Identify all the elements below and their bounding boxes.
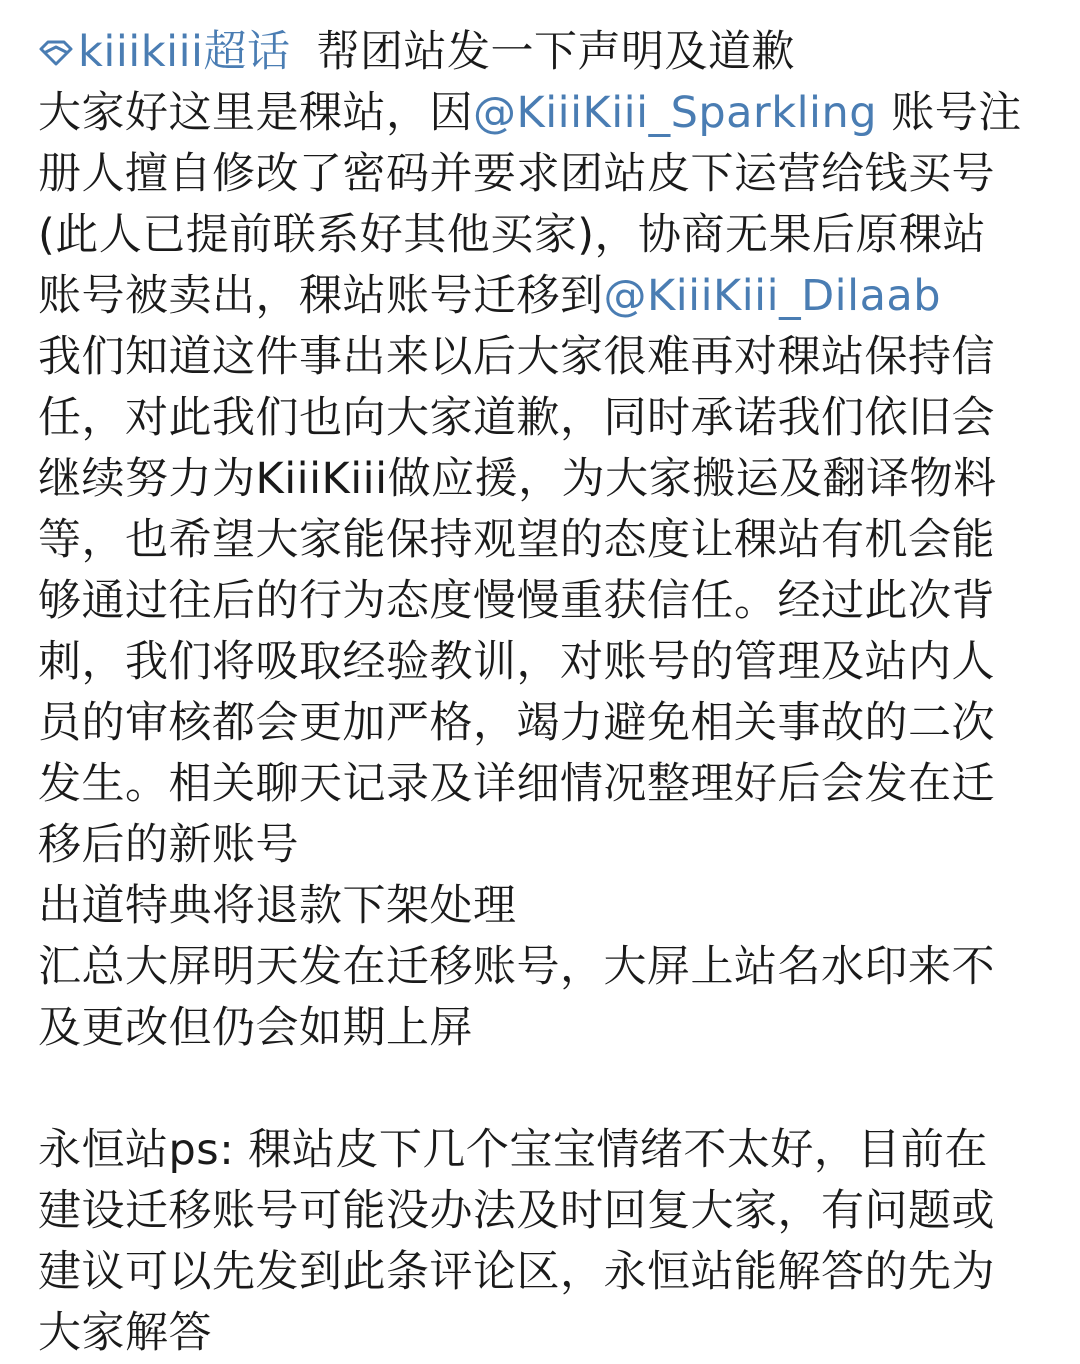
super-topic-link[interactable] <box>38 27 290 77</box>
post-text-line: 建设迁移账号可能没办法及时回复大家，有问题或 <box>38 1186 995 1236</box>
post-title: 帮团站发一下声明及道歉 <box>316 27 795 77</box>
post-text-line <box>38 266 1038 327</box>
post-content <box>38 83 1038 1364</box>
post-text-line: (此人已提前联系好其他买家)，协商无果后原稞站 <box>38 210 987 260</box>
post-text-line: 刺，我们将吸取经验教训，对账号的管理及站内人 <box>38 637 995 687</box>
post-text-line: 出道特典将退款下架处理 <box>38 881 517 931</box>
post-text-line: 永恒站ps: 稞站皮下几个宝宝情绪不太好，目前在 <box>38 1125 988 1175</box>
post-header <box>38 22 1038 83</box>
blank-line <box>38 1059 1038 1120</box>
post-text-segment: 账号被卖出，稞站账号迁移到 <box>38 271 604 321</box>
post-text-line: 建议可以先发到此条评论区，永恒站能解答的先为 <box>38 1247 995 1297</box>
post-text-line: 汇总大屏明天发在迁移账号，大屏上站名水印来不 <box>38 942 995 992</box>
post-text-line: 发生。相关聊天记录及详细情况整理好后会发在迁 <box>38 759 995 809</box>
post-text-line: 任，对此我们也向大家道歉，同时承诺我们依旧会 <box>38 393 995 443</box>
post-text-line: 大家解答 <box>38 1308 212 1358</box>
post-text-line: 册人擅自修改了密码并要求团站皮下运营给钱买号 <box>38 149 995 199</box>
post-text-line: 及更改但仍会如期上屏 <box>38 1003 473 1053</box>
post-text-segment: 大家好这里是稞站，因 <box>38 88 473 138</box>
post-text-line <box>38 83 1038 144</box>
post-text-line: 够通过往后的行为态度慢慢重获信任。经过此次背 <box>38 576 995 626</box>
post-text-segment: 账号注 <box>877 88 1022 138</box>
post-body <box>38 22 1038 1364</box>
mention-link[interactable]: @KiiiKiii_Dilaab <box>603 271 942 321</box>
super-topic-label: kiiikiii超话 <box>78 27 291 77</box>
post-text-line: 我们知道这件事出来以后大家很难再对稞站保持信 <box>38 332 995 382</box>
post-text-line: 员的审核都会更加严格，竭力避免相关事故的二次 <box>38 698 995 748</box>
post-text-line: 移后的新账号 <box>38 820 299 870</box>
post-text-line: 等，也希望大家能保持观望的态度让稞站有机会能 <box>38 515 995 565</box>
mention-link[interactable]: @KiiiKiii_Sparkling <box>473 88 878 138</box>
post-text-line: 继续努力为KiiiKiii做应援，为大家搬运及翻译物料 <box>38 454 997 504</box>
super-topic-diamond-icon <box>38 34 74 70</box>
